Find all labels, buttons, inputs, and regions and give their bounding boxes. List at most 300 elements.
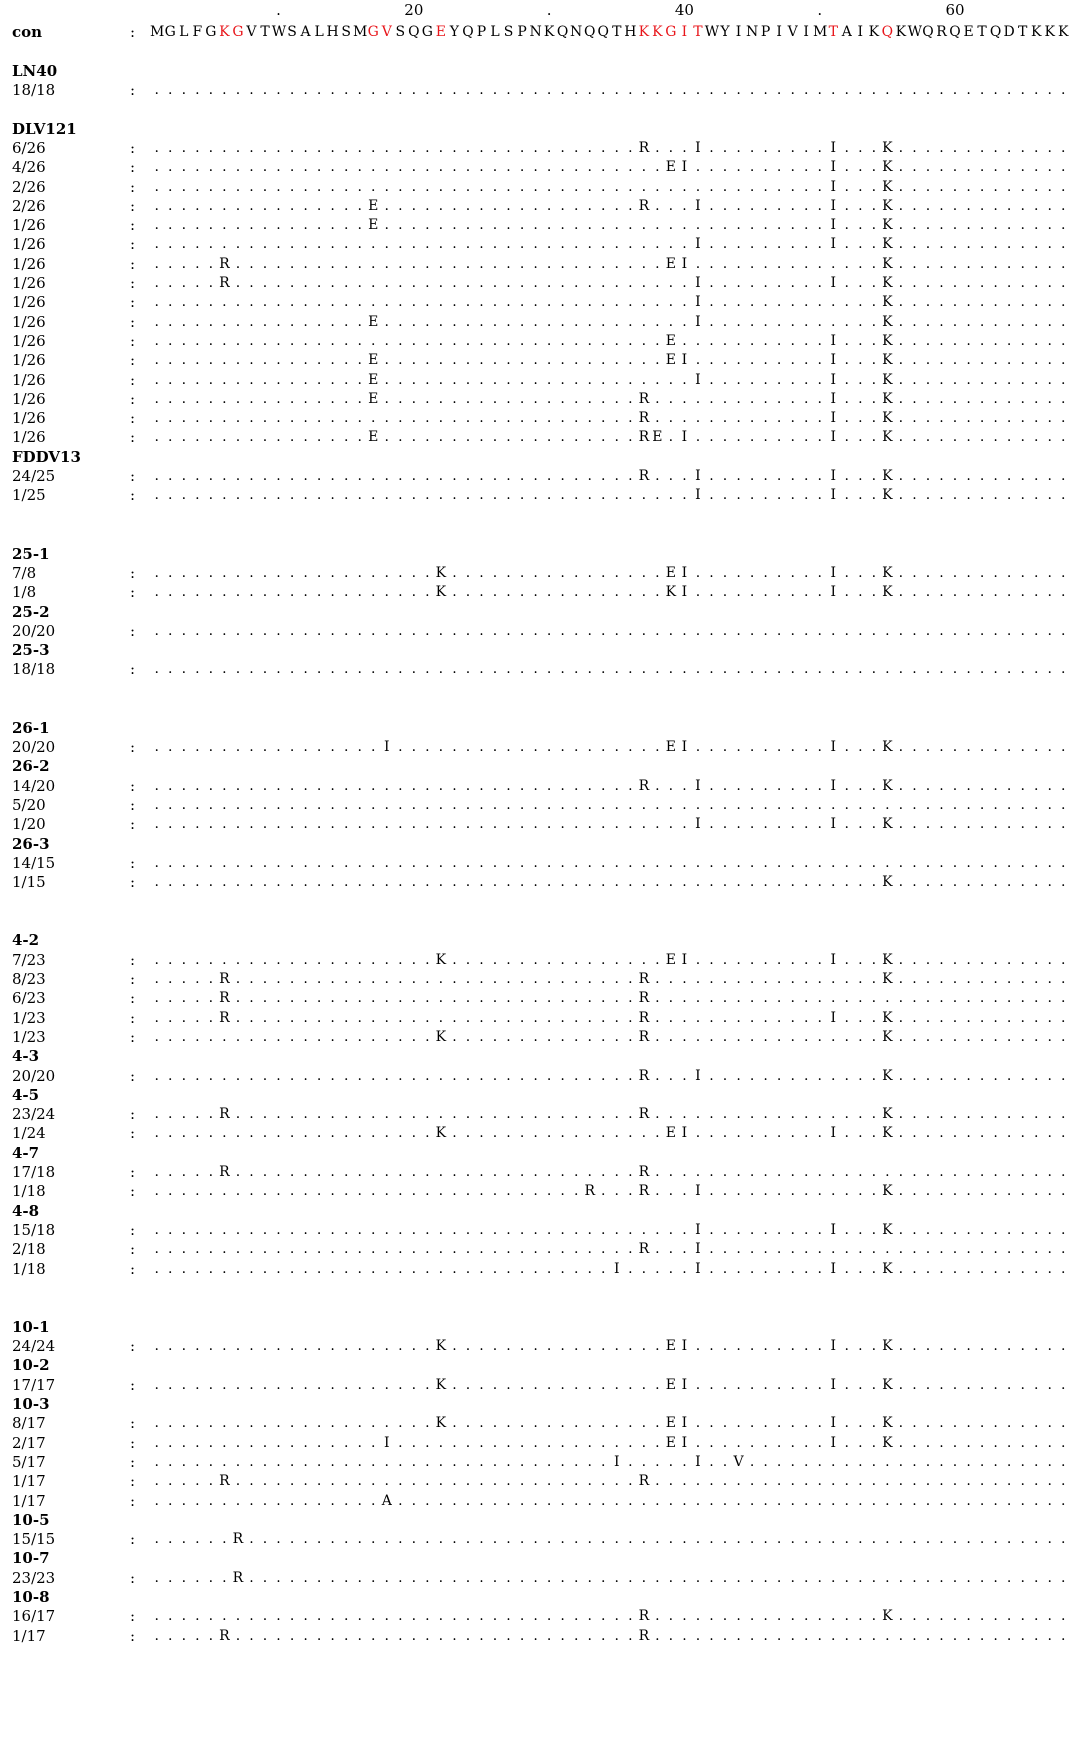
match-dot: . [628,1221,633,1238]
match-dot: . [168,1260,173,1277]
match-dot: . [966,1183,971,1200]
match-dot: . [966,236,971,253]
sequence-cells [150,1433,1066,1453]
residue: E [665,255,676,272]
match-dot: . [573,410,579,427]
row-colon: : [130,970,136,988]
match-dot: . [655,1106,660,1123]
match-dot: . [898,564,904,581]
match-dot: . [763,874,768,891]
match-dot: . [479,468,484,484]
match-dot: . [695,390,701,407]
group-name: 10-8 [12,1588,50,1606]
match-dot: . [195,1067,200,1084]
match-dot: . [736,1260,741,1277]
match-dot: . [1061,661,1066,678]
frequency-label: 2/18 [12,1240,46,1259]
match-dot: . [722,1492,728,1509]
alignment-row [0,872,1066,892]
match-dot: . [425,275,430,291]
match-dot: . [817,1260,822,1277]
match-dot: . [858,1531,863,1548]
match-dot: . [168,1492,173,1509]
match-dot: . [289,1453,295,1470]
match-dot: . [371,159,376,176]
match-dot: . [831,971,836,987]
frequency-label: 1/17 [12,1472,46,1491]
match-dot: . [817,197,822,214]
match-dot: . [939,622,944,639]
match-dot: . [208,236,214,253]
match-dot: . [966,410,971,427]
match-dot: . [465,429,471,446]
match-dot: . [533,1125,538,1142]
match-dot: . [208,564,214,581]
match-dot: . [695,1164,701,1180]
match-dot: . [939,1106,944,1123]
match-dot: . [262,487,268,504]
match-dot: . [533,294,538,311]
match-dot: . [492,371,498,388]
residue: I [830,1125,837,1142]
match-dot: . [533,1531,538,1548]
match-dot: . [709,1183,714,1200]
match-dot: . [722,1106,728,1123]
match-dot: . [695,178,701,195]
row-colon: : [130,660,136,679]
match-dot: . [858,313,863,330]
match-dot: . [465,854,471,871]
match-dot: . [871,487,877,504]
match-dot: . [546,1492,552,1509]
match-dot: . [966,217,971,234]
match-dot: . [614,275,619,291]
match-dot: . [425,1434,430,1451]
match-dot: . [235,971,241,987]
match-dot: . [844,217,849,234]
match-dot: . [668,139,674,156]
match-dot: . [1006,564,1012,581]
match-dot: . [411,1009,417,1026]
match-dot: . [506,371,511,388]
match-dot: . [831,990,836,1007]
residue: I [830,390,837,407]
match-dot: . [858,854,863,871]
match-dot: . [587,564,592,581]
match-dot: . [952,1164,958,1180]
frequency-label: 1/24 [12,1124,46,1143]
match-dot: . [249,487,254,504]
match-dot: . [871,971,877,987]
match-dot: . [303,487,308,504]
match-dot: . [979,255,985,272]
match-dot: . [371,468,376,484]
match-dot: . [614,313,619,330]
match-dot: . [276,1338,281,1355]
match-dot: . [357,777,362,794]
match-dot: . [858,1492,863,1509]
match-dot: . [776,410,782,427]
match-dot: . [736,584,741,601]
match-dot: . [601,1492,606,1509]
residue: D [1003,24,1015,40]
match-dot: . [1006,410,1012,427]
match-dot: . [966,371,971,388]
residue: I [695,139,701,156]
match-dot: . [195,236,200,253]
match-dot: . [181,1627,187,1644]
match-dot: . [736,1125,741,1142]
match-dot: . [790,1569,795,1586]
match-dot: . [181,1608,187,1625]
match-dot: . [479,371,484,388]
match-dot: . [168,468,173,484]
match-dot: . [168,1531,173,1548]
match-dot: . [614,1569,619,1586]
match-dot: . [276,197,281,214]
match-dot: . [871,1627,877,1644]
residue: S [395,24,406,40]
residue: K [1044,24,1055,40]
match-dot: . [628,796,633,813]
match-dot: . [425,313,430,330]
match-dot: . [276,410,281,427]
position-ruler [0,0,1024,20]
match-dot: . [614,796,619,813]
match-dot: . [425,584,430,601]
match-dot: . [736,990,741,1007]
match-dot: . [749,1453,755,1470]
match-dot: . [411,217,417,234]
consensus-row [0,22,1069,42]
match-dot: . [546,390,552,407]
match-dot: . [695,1415,701,1432]
match-dot: . [844,139,849,156]
residue: Q [462,24,474,40]
match-dot: . [790,332,795,349]
sequence-cells [150,1181,1066,1201]
match-dot: . [519,236,525,253]
match-dot: . [249,1531,254,1548]
match-dot: . [560,429,565,446]
match-dot: . [844,1473,849,1490]
match-dot: . [952,371,958,388]
match-dot: . [289,971,295,987]
match-dot: . [695,661,701,678]
match-dot: . [749,410,755,427]
match-dot: . [898,1260,904,1277]
match-dot: . [655,777,660,794]
match-dot: . [993,1260,998,1277]
match-dot: . [479,1009,484,1026]
match-dot: . [655,1473,660,1490]
match-dot: . [614,468,619,484]
match-dot: . [506,429,511,446]
match-dot: . [546,1125,552,1142]
match-dot: . [1061,371,1066,388]
match-dot: . [803,661,809,678]
match-dot: . [289,352,295,369]
match-dot: . [601,739,606,755]
match-dot: . [912,1338,917,1355]
match-dot: . [709,236,714,253]
match-dot: . [628,1434,633,1451]
match-dot: . [154,990,159,1007]
match-dot: . [1047,1473,1052,1490]
match-dot: . [912,1106,917,1123]
match-dot: . [357,661,362,678]
match-dot: . [195,951,200,968]
sequence-cells [150,273,1066,293]
match-dot: . [533,178,538,195]
match-dot: . [222,178,227,195]
match-dot: . [966,275,971,291]
match-dot: . [235,139,241,156]
alignment-row [0,776,1066,796]
match-dot: . [858,777,863,794]
match-dot: . [262,951,268,968]
match-dot: . [614,1241,619,1258]
match-dot: . [641,332,647,349]
match-dot: . [831,1164,836,1180]
match-dot: . [506,410,511,427]
match-dot: . [384,217,389,234]
match-dot: . [154,1221,159,1238]
match-dot: . [871,1260,877,1277]
match-dot: . [682,82,687,99]
match-dot: . [519,390,525,407]
match-dot: . [898,661,904,678]
match-dot: . [438,1531,444,1548]
match-dot: . [560,1260,565,1277]
match-dot: . [276,1569,281,1586]
match-dot: . [709,1106,714,1123]
match-dot: . [465,487,471,504]
match-dot: . [668,1569,674,1586]
match-dot: . [844,1241,849,1258]
match-dot: . [262,1473,268,1490]
match-dot: . [993,487,998,504]
match-dot: . [154,82,159,99]
frequency-label: 2/17 [12,1433,46,1452]
residue: E [652,429,663,446]
match-dot: . [560,951,565,968]
match-dot: . [749,332,755,349]
match-dot: . [222,1492,227,1509]
match-dot: . [343,777,349,794]
match-dot: . [898,777,904,794]
match-dot: . [641,951,647,968]
match-dot: . [168,275,173,291]
match-dot: . [208,1164,214,1180]
match-dot: . [573,236,579,253]
match-dot: . [952,874,958,891]
match-dot: . [479,739,484,755]
match-dot: . [452,1627,457,1644]
match-dot: . [628,971,633,987]
match-dot: . [1006,1415,1012,1432]
match-dot: . [492,1260,498,1277]
row-colon: : [130,1568,136,1587]
sequence-cells [150,969,1066,989]
match-dot: . [181,332,187,349]
match-dot: . [939,468,944,484]
match-dot: . [533,468,538,484]
match-dot: . [776,352,782,369]
match-dot: . [573,1492,579,1509]
residue: I [830,429,837,446]
frequency-label: 8/23 [12,970,46,988]
match-dot: . [655,584,660,601]
match-dot: . [601,1106,606,1123]
match-dot: . [1061,352,1066,369]
match-dot: . [966,332,971,349]
match-dot: . [1006,584,1012,601]
match-dot: . [384,1473,389,1490]
match-dot: . [235,1106,241,1123]
match-dot: . [195,971,200,987]
match-dot: . [925,197,931,214]
match-dot: . [411,1492,417,1509]
match-dot: . [912,1473,917,1490]
match-dot: . [695,622,701,639]
match-dot: . [330,1569,335,1586]
row-colon: : [130,1530,136,1549]
match-dot: . [655,1434,660,1451]
match-dot: . [506,816,511,833]
residue: K [882,1376,893,1393]
match-dot: . [966,255,971,272]
match-dot: . [289,739,295,755]
match-dot: . [316,1569,322,1586]
residue: I [383,1434,390,1451]
match-dot: . [993,1164,998,1180]
match-dot: . [952,313,958,330]
match-dot: . [519,1338,525,1355]
match-dot: . [384,197,389,214]
match-dot: . [641,313,647,330]
match-dot: . [614,622,619,639]
match-dot: . [289,217,295,234]
match-dot: . [898,584,904,601]
match-dot: . [371,1028,376,1045]
match-dot: . [506,1028,511,1045]
match-dot: . [235,487,241,504]
match-dot: . [803,874,809,891]
match-dot: . [695,564,701,581]
match-dot: . [276,352,281,369]
row-colon: : [130,235,136,254]
match-dot: . [1047,82,1052,99]
match-dot: . [208,139,214,156]
match-dot: . [343,1221,349,1238]
match-dot: . [844,294,849,311]
match-dot: . [614,1608,619,1625]
match-dot: . [763,777,768,794]
match-dot: . [614,1473,619,1490]
match-dot: . [763,1125,768,1142]
match-dot: . [289,255,295,272]
match-dot: . [262,82,268,99]
residue: K [882,332,893,349]
match-dot: . [276,82,281,99]
match-dot: . [695,1338,701,1355]
match-dot: . [316,352,322,369]
match-dot: . [425,352,430,369]
match-dot: . [560,1164,565,1180]
match-dot: . [438,1009,444,1026]
match-dot: . [925,971,931,987]
match-dot: . [885,1569,890,1586]
match-dot: . [655,468,660,484]
match-dot: . [398,217,403,234]
match-dot: . [384,874,389,891]
match-dot: . [235,1125,241,1142]
match-dot: . [1061,1492,1066,1509]
match-dot: . [952,1376,958,1393]
match-dot: . [303,275,308,291]
match-dot: . [668,1627,674,1644]
residue: E [665,951,676,968]
match-dot: . [749,1067,755,1084]
match-dot: . [438,874,444,891]
frequency-label: 1/26 [12,370,46,389]
match-dot: . [763,1009,768,1026]
match-dot: . [803,159,809,176]
match-dot: . [898,1106,904,1123]
match-dot: . [1033,622,1039,639]
match-dot: . [979,1473,985,1490]
sequence-cells [150,254,1066,274]
match-dot: . [614,1492,619,1509]
match-dot: . [722,816,728,833]
match-dot: . [452,1106,457,1123]
match-dot: . [763,1531,768,1548]
alignment-row [0,292,1066,312]
row-colon: : [130,1105,136,1124]
match-dot: . [966,990,971,1007]
match-dot: . [993,1183,998,1200]
match-dot: . [831,294,836,311]
match-dot: . [398,1221,403,1238]
row-colon: : [130,1607,136,1626]
match-dot: . [235,468,241,484]
match-dot: . [303,139,308,156]
match-dot: . [343,1569,349,1586]
match-dot: . [208,1183,214,1200]
match-dot: . [682,1569,687,1586]
match-dot: . [262,584,268,601]
match-dot: . [871,1009,877,1026]
match-dot: . [709,622,714,639]
match-dot: . [682,197,687,214]
row-colon: : [130,177,136,196]
match-dot: . [492,139,498,156]
match-dot: . [154,159,159,176]
match-dot: . [560,661,565,678]
frequency-label: 23/24 [12,1105,56,1124]
match-dot: . [925,1627,931,1644]
match-dot: . [993,1415,998,1432]
match-dot: . [885,622,890,639]
match-dot: . [763,1569,768,1586]
match-dot: . [601,1569,606,1586]
match-dot: . [722,1183,728,1200]
match-dot: . [898,1125,904,1142]
match-dot: . [1047,816,1052,833]
match-dot: . [222,487,227,504]
match-dot: . [655,255,660,272]
